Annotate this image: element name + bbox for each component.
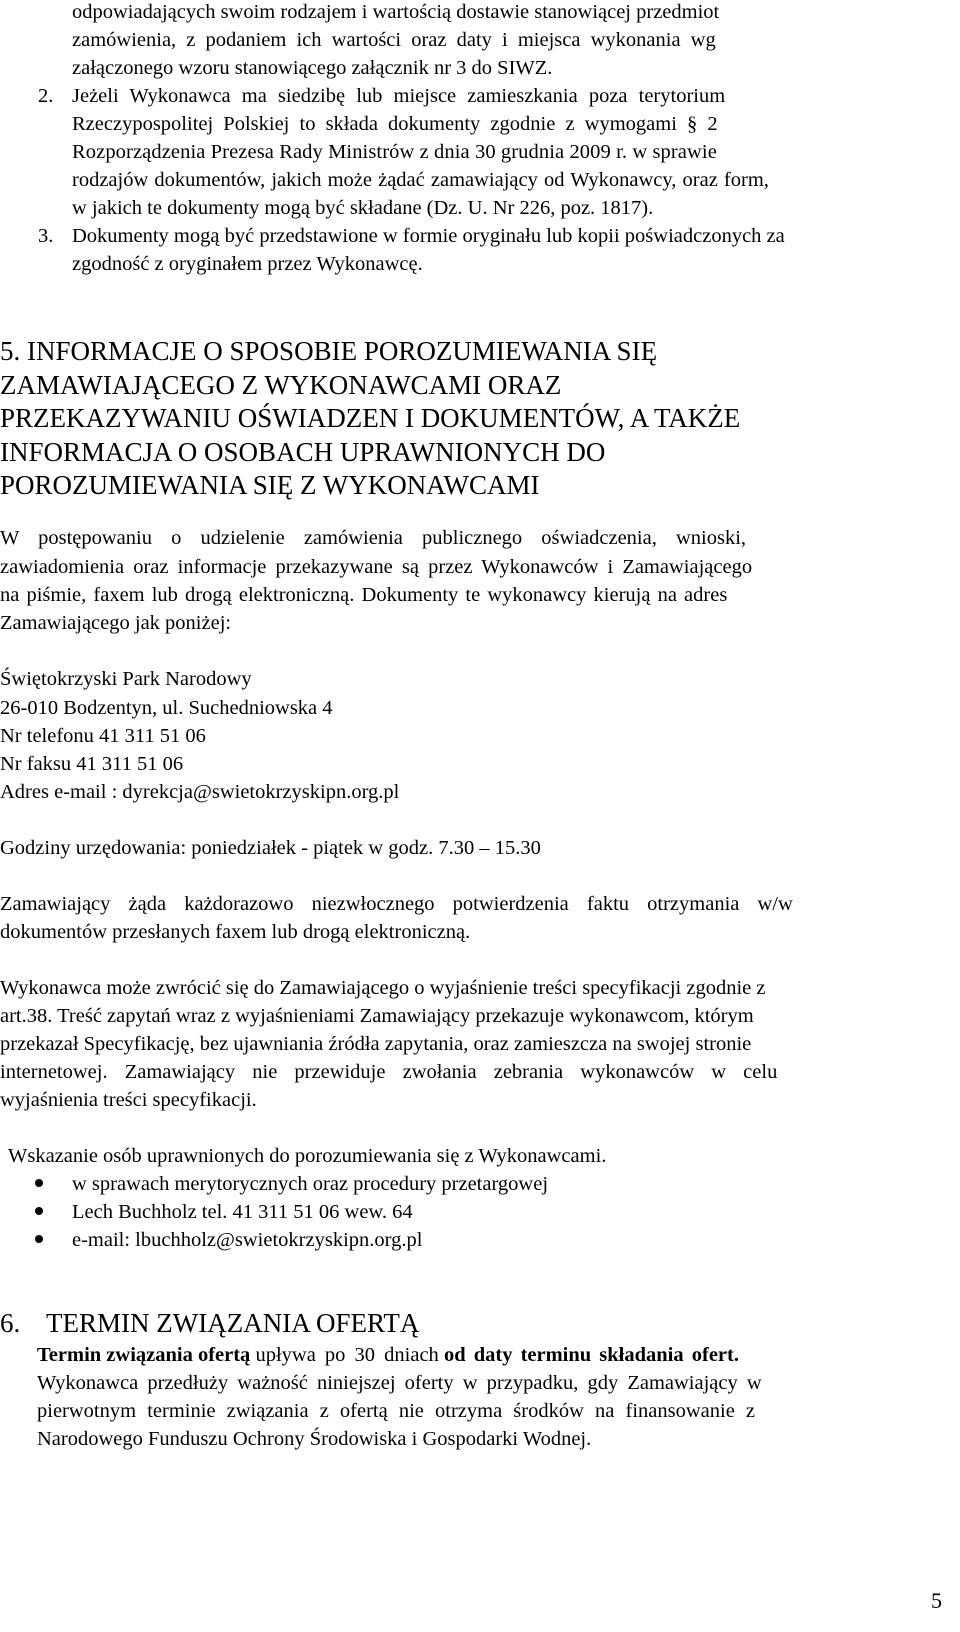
- list-number: [38, 86, 53, 107]
- text-line: [0, 1062, 777, 1083]
- text: zgodność z oryginałem przez Wykonawcę.: [72, 253, 423, 275]
- address-phone: Nr telefonu 41 311 51 06: [0, 725, 206, 747]
- text: zamówienia, z podaniem ich wartości oraz daty i miejsca wykonania wg: [72, 29, 716, 51]
- text: dokumentów przesłanych faxem lub drogą elektroniczną.: [0, 921, 471, 943]
- text-line: [0, 1090, 257, 1111]
- text-line: [0, 922, 470, 943]
- text-line: [37, 1429, 591, 1450]
- section-number: 6.: [0, 1308, 21, 1338]
- text-line: [72, 198, 653, 219]
- text-line: [0, 585, 727, 606]
- text: Rzeczypospolitej Polskiej to składa dokumenty zgodnie z wymogami § 2: [72, 113, 718, 135]
- text-line: [0, 894, 793, 915]
- text: Zamawiającego jak poniżej:: [0, 612, 232, 634]
- heading-line: INFORMACJA O OSOBACH UPRAWNIONYCH DO: [0, 437, 606, 467]
- text: Narodowego Funduszu Ochrony Środowiska i Gospodarki Wodnej.: [37, 1428, 592, 1450]
- text-line: [72, 170, 769, 191]
- text: internetowej. Zamawiający nie przewiduje zwołania zebrania wykonawców w celu: [0, 1061, 778, 1083]
- text-line: [0, 978, 765, 999]
- page-number: 5: [931, 1588, 942, 1613]
- contacts-intro: Wskazanie osób uprawnionych do porozumiewania się z Wykonawcami.: [8, 1145, 607, 1167]
- text-line: [72, 254, 423, 275]
- text-line: [37, 1345, 739, 1366]
- text-line: [72, 2, 918, 23]
- section-title: TERMIN ZWIĄZANIA OFERTĄ: [46, 1308, 420, 1338]
- text: W postępowaniu o udzielenie zamówienia publicznego oświadczenia, wnioski,: [0, 527, 747, 549]
- text: 3.: [38, 225, 54, 247]
- text: Wykonawca może zwrócić się do Zamawiającego o wyjaśnienie treści specyfikacji zgodnie z: [0, 977, 766, 999]
- text: wyjaśnienia treści specyfikacji.: [0, 1089, 257, 1111]
- heading-line: POROZUMIEWANIA SIĘ Z WYKONAWCAMI: [0, 470, 540, 500]
- text: rodzajów dokumentów, jakich może żądać zamawiający od Wykonawcy, oraz form,: [72, 169, 769, 191]
- justified-line: [72, 2, 918, 23]
- text: Zamawiający żąda każdorazowo niezwłocznego potwierdzenia faktu otrzymania w/w: [0, 893, 793, 915]
- text: art.38. Treść zapytań wraz z wyjaśnieniami Zamawiający przekazuje wykonawcom, którym: [0, 1005, 754, 1027]
- text: 2.: [38, 85, 54, 107]
- text: upływa po 30 dniach: [255, 1344, 439, 1366]
- address-street: 26-010 Bodzentyn, ul. Suchedniowska 4: [0, 697, 333, 719]
- text: pierwotnym terminie związania z ofertą nie otrzyma środków na finansowanie z: [37, 1400, 756, 1422]
- text-line: [0, 528, 746, 549]
- text: w jakich te dokumenty mogą być składane (Dz. U. Nr 226, poz. 1817).: [72, 197, 654, 219]
- heading-line: 5. INFORMACJE O SPOSOBIE POROZUMIEWANIA SIĘ: [0, 336, 658, 366]
- text: Rozporządzenia Prezesa Rady Ministrów z dnia 30 grudnia 2009 r. w sprawie: [72, 141, 717, 163]
- heading-line: PRZEKAZYWANIU OŚWIADZEN I DOKUMENTÓW, A TAKŻE: [0, 403, 741, 433]
- text-line: [37, 1373, 762, 1394]
- text: odpowiadających swoim rodzajem i wartością dostawie stanowiącej przedmiot: [72, 1, 720, 23]
- bold-text: od daty terminu składania ofert.: [443, 1344, 739, 1366]
- text: przekazał Specyfikację, bez ujawniania źródła zapytania, oraz zamieszcza na swojej stronie: [0, 1033, 752, 1055]
- text: na piśmie, faxem lub drogą elektroniczną. Dokumenty te wykonawcy kierują na adres: [0, 584, 728, 606]
- bold-text: Termin związania ofertą: [37, 1344, 251, 1366]
- text: Jeżeli Wykonawca ma siedzibę lub miejsce zamieszkania poza terytorium: [72, 85, 726, 107]
- text-line: [0, 613, 231, 634]
- text-line: [0, 1006, 754, 1027]
- bullet-icon: [35, 1207, 43, 1215]
- text: załączonego wzoru stanowiącego załącznik nr 3 do SIWZ.: [72, 57, 553, 79]
- text-line: [72, 86, 725, 107]
- text-line: [0, 557, 752, 578]
- office-hours: Godziny urzędowania: poniedziałek - piątek w godz. 7.30 – 15.30: [0, 837, 541, 859]
- address-fax: Nr faksu 41 311 51 06: [0, 753, 184, 775]
- text-line: [72, 226, 785, 247]
- text-line: [0, 1034, 751, 1055]
- text: zawiadomienia oraz informacje przekazywane są przez Wykonawców i Zamawiającego: [0, 556, 753, 578]
- list-number: [38, 226, 53, 247]
- text-line: [72, 142, 717, 163]
- address-name: Świętokrzyski Park Narodowy: [0, 668, 252, 690]
- list-item-text: Lech Buchholz tel. 41 311 51 06 wew. 64: [72, 1201, 413, 1223]
- bullet-icon: [35, 1179, 43, 1187]
- address-email: Adres e-mail : dyrekcja@swietokrzyskipn.org.pl: [0, 781, 400, 803]
- text-line: [72, 58, 552, 79]
- text-line: [72, 114, 718, 135]
- text-line: [72, 30, 918, 51]
- text: Dokumenty mogą być przedstawione w formie oryginału lub kopii poświadczonych za: [72, 225, 785, 247]
- text-line: [37, 1401, 755, 1422]
- heading-line: ZAMAWIAJĄCEGO Z WYKONAWCAMI ORAZ: [0, 370, 562, 400]
- bullet-icon: [35, 1235, 43, 1243]
- email-link[interactable]: e-mail: lbuchholz@swietokrzyskipn.org.pl: [72, 1229, 423, 1251]
- text: Wykonawca przedłuży ważność niniejszej oferty w przypadku, gdy Zamawiający w: [37, 1372, 762, 1394]
- list-item-text: w sprawach merytorycznych oraz procedury przetargowej: [72, 1173, 549, 1195]
